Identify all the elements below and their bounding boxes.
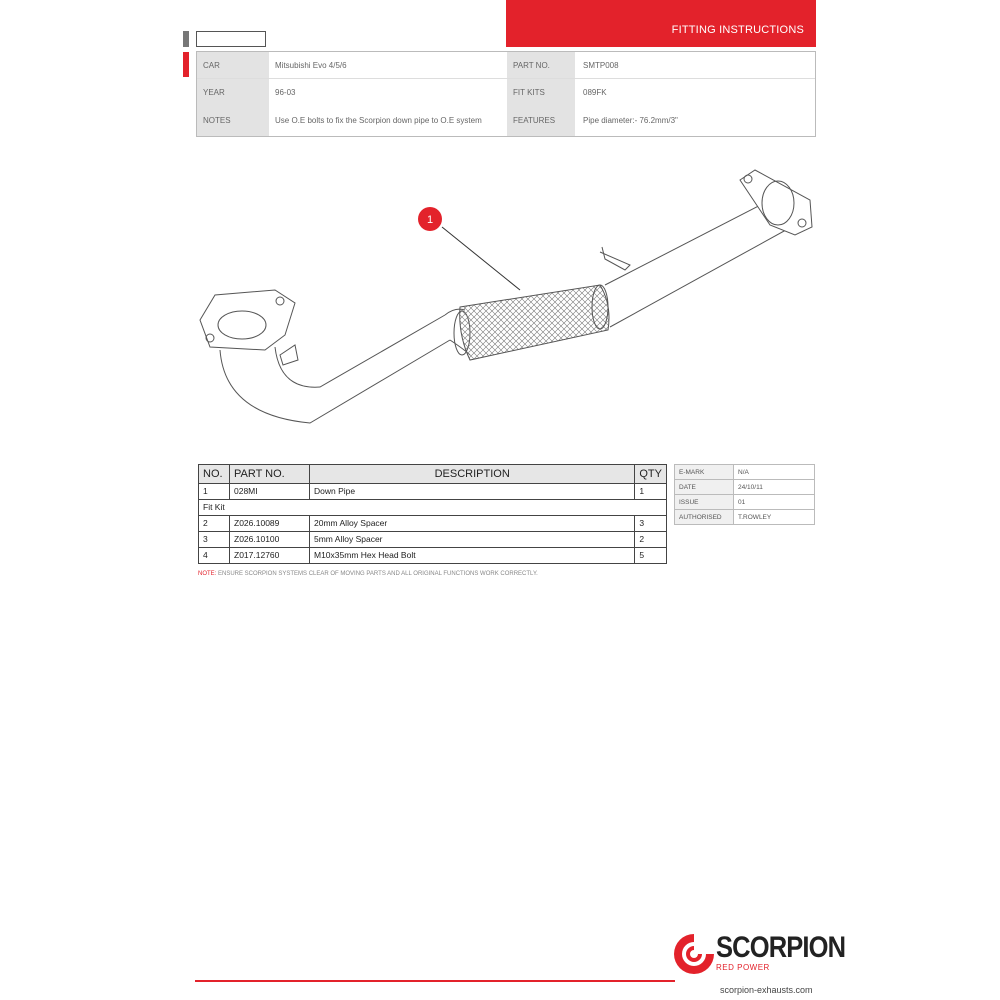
cell-no: 4	[199, 548, 230, 564]
approval-row	[675, 495, 815, 510]
section-row	[199, 500, 667, 516]
left-flange	[200, 290, 295, 350]
approval-key: AUTHORISED	[675, 510, 734, 525]
part-no-value: SMTP008	[583, 60, 619, 70]
table-row	[199, 548, 667, 564]
pipe-right-upper	[605, 195, 780, 285]
cell-qty: 1	[635, 484, 667, 500]
car-value: Mitsubishi Evo 4/5/6	[275, 60, 347, 70]
parts-header-row	[199, 465, 667, 484]
col-part-no: PART NO.	[230, 465, 310, 484]
cell-part-no: 028MI	[230, 484, 310, 500]
notes-value: Use O.E bolts to fix the Scorpion down pipe to O.E system	[275, 116, 482, 125]
parts-table	[198, 464, 667, 564]
approval-key: ISSUE	[675, 495, 734, 510]
fit-kit-label: Fit Kit	[199, 500, 667, 516]
pipe-right-lower	[610, 225, 795, 327]
cell-description: 5mm Alloy Spacer	[310, 532, 635, 548]
grey-tab-marker	[183, 31, 189, 47]
col-qty: QTY	[635, 465, 667, 484]
cell-no: 1	[199, 484, 230, 500]
cell-description: M10x35mm Hex Head Bolt	[310, 548, 635, 564]
col-no: NO.	[199, 465, 230, 484]
approval-key: E-MARK	[675, 465, 734, 480]
cell-qty: 3	[635, 516, 667, 532]
cell-description: 20mm Alloy Spacer	[310, 516, 635, 532]
info-row-year	[197, 79, 815, 105]
part-no-label: PART NO.	[507, 52, 575, 78]
info-row-notes	[197, 105, 815, 136]
col-description: DESCRIPTION	[310, 465, 635, 484]
blank-box	[196, 31, 266, 47]
approval-key: DATE	[675, 480, 734, 495]
cell-qty: 5	[635, 548, 667, 564]
page-title: FITTING INSTRUCTIONS	[671, 24, 804, 36]
features-label: FEATURES	[507, 105, 575, 136]
approval-row	[675, 480, 815, 495]
year-label: YEAR	[197, 79, 269, 105]
table-row	[199, 532, 667, 548]
footer-rule	[195, 980, 675, 982]
notes-label: NOTES	[197, 105, 269, 136]
pipe-bend-lower	[220, 340, 450, 423]
pipe-bend-upper	[275, 315, 445, 387]
approval-table	[674, 464, 815, 525]
cell-description: Down Pipe	[310, 484, 635, 500]
cell-no: 3	[199, 532, 230, 548]
approval-row	[675, 510, 815, 525]
callout-number: 1	[426, 214, 434, 226]
note-prefix: NOTE:	[198, 571, 217, 577]
flexi-braid	[460, 285, 609, 360]
car-label: CAR	[197, 52, 269, 78]
fit-kits-value: 089FK	[583, 87, 607, 97]
website-link[interactable]: scorpion-exhausts.com	[720, 985, 813, 995]
approval-value: 01	[734, 495, 815, 510]
fit-kits-label: FIT KITS	[507, 79, 575, 105]
scorpion-logo-icon	[672, 932, 716, 976]
year-value: 96-03	[275, 87, 296, 97]
table-row	[199, 484, 667, 500]
cell-no: 2	[199, 516, 230, 532]
brand-name: SCORPION	[716, 931, 846, 964]
features-value: Pipe diameter:- 76.2mm/3"	[583, 116, 678, 125]
info-table	[196, 51, 816, 137]
brand-tagline: RED POWER	[716, 963, 770, 972]
cell-part-no: Z026.10089	[230, 516, 310, 532]
red-tab-marker	[183, 52, 189, 77]
approval-row	[675, 465, 815, 480]
approval-value: N/A	[734, 465, 815, 480]
cell-part-no: Z026.10100	[230, 532, 310, 548]
cell-qty: 2	[635, 532, 667, 548]
callout-leader	[442, 227, 520, 290]
approval-value: 24/10/11	[734, 480, 815, 495]
down-pipe-diagram	[180, 155, 830, 445]
table-row	[199, 516, 667, 532]
approval-value: T.ROWLEY	[734, 510, 815, 525]
safety-note	[198, 571, 538, 577]
note-text: ENSURE SCORPION SYSTEMS CLEAR OF MOVING PARTS AND ALL ORIGINAL FUNCTIONS WORK CORRECTLY.	[216, 571, 538, 577]
cell-part-no: Z017.12760	[230, 548, 310, 564]
info-row-car	[197, 52, 815, 78]
